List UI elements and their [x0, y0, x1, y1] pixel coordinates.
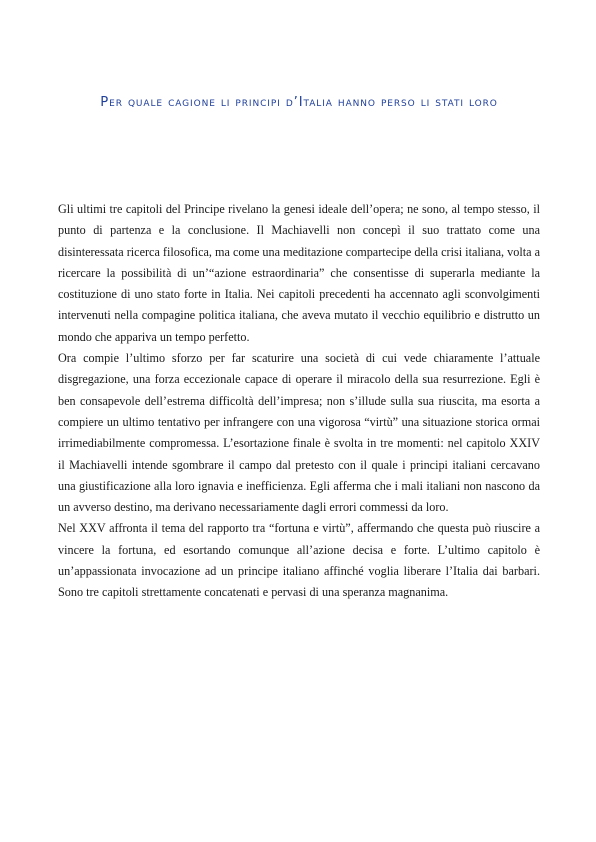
paragraph-2: Ora compie l’ultimo sforzo per far scaturire una società di cui vede chiaramente l’attuale disgregazione, una forza eccezionale capace di operare il miracolo della sua resurrezione. Egli è ben consapevole dell’estrema difficoltà dell’impresa; non s’illude sulla sua riuscita, ma esorta a compiere un ultimo tentativo per infrangere con una vigorosa “virtù” una situazione storica ormai irrimediabilmente compromessa. L’esortazione finale è svolta in tre momenti: nel capitolo XXIV il Machiavelli intende sgombrare il campo dal pretesto con il quale i principi italiani cercavano una giustificazione alla loro ignavia e inefficienza. Egli afferma che i mali italiani non nascono da un avverso destino, ma derivano necessariamente dagli errori commessi da loro.: [58, 351, 540, 515]
body-text: [58, 199, 540, 604]
page-title: Per quale cagione li principi d’Italia hanno perso li stati loro: [100, 95, 498, 110]
paragraph-3: Nel XXV affronta il tema del rapporto tra “fortuna e virtù”, affermando che questa può riuscire a vincere la fortuna, ed esortando comunque all’azione decisa e forte. L’ultimo capitolo è un’appassionata invocazione ad un principe italiano affinché voglia liberare l’Italia dai barbari. Sono tre capitoli strettamente concatenati e pervasi di una speranza magnanima.: [58, 521, 540, 600]
paragraph-1: Gli ultimi tre capitoli del Principe rivelano la genesi ideale dell’opera; ne sono, al tempo stesso, il punto di partenza e la conclusione. Il Machiavelli non concepì il suo trattato come una disinteressata ricerca filosofica, ma come una meditazione compartecipe della crisi italiana, volta a ricercare la possibilità di un’“azione estraordinaria” che consentisse di superarla mediante la costituzione di uno stato forte in Italia. Nei capitoli precedenti ha accennato agli sconvolgimenti intervenuti nella compagine politica italiana, che aveva mutato il vecchio equilibrio e distrutto un mondo che appariva un tempo perfetto.: [58, 202, 540, 344]
